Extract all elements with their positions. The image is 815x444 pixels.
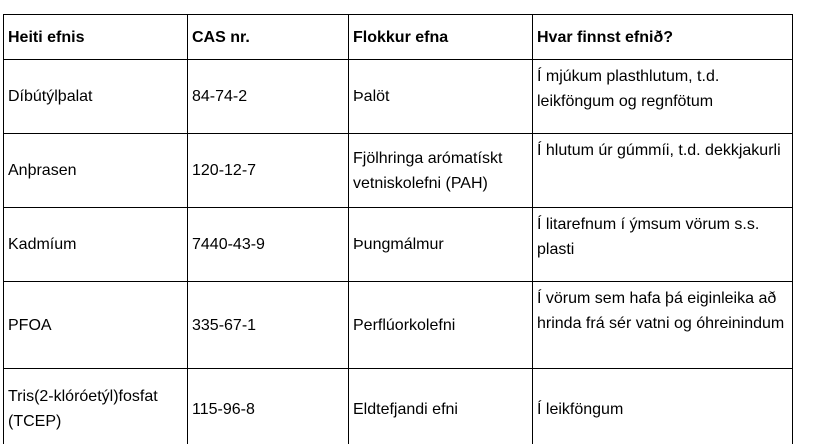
cell-name: Kadmíum xyxy=(4,208,188,282)
header-location: Hvar finnst efnið? xyxy=(533,15,793,60)
chemicals-table xyxy=(3,14,793,444)
cell-cas: 335-67-1 xyxy=(188,282,349,369)
cell-location: Í mjúkum plasthlutum, t.d. leikföngum og regnfötum xyxy=(533,60,793,134)
cell-location: Í litarefnum í ýmsum vörum s.s. plasti xyxy=(533,208,793,282)
cell-category: Þungmálmur xyxy=(349,208,533,282)
table-row xyxy=(4,134,793,208)
header-cas: CAS nr. xyxy=(188,15,349,60)
cell-name: Díbútýlþalat xyxy=(4,60,188,134)
table-row xyxy=(4,208,793,282)
cell-cas: 115-96-8 xyxy=(188,369,349,444)
cell-location: Í leikföngum xyxy=(533,369,793,444)
table-row xyxy=(4,282,793,369)
cell-name: Anþrasen xyxy=(4,134,188,208)
table-header-row xyxy=(4,15,793,60)
cell-name: PFOA xyxy=(4,282,188,369)
cell-category: Perflúorkolefni xyxy=(349,282,533,369)
cell-category: Eldtefjandi efni xyxy=(349,369,533,444)
table-row xyxy=(4,60,793,134)
cell-category: Fjölhringa arómatískt vetniskolefni (PAH) xyxy=(349,134,533,208)
cell-location: Í vörum sem hafa þá eiginleika að hrinda frá sér vatni og óhreinindum xyxy=(533,282,793,369)
cell-cas: 84-74-2 xyxy=(188,60,349,134)
cell-category: Þalöt xyxy=(349,60,533,134)
header-category: Flokkur efna xyxy=(349,15,533,60)
cell-name: Tris(2-klóróetýl)fosfat (TCEP) xyxy=(4,369,188,444)
cell-cas: 120-12-7 xyxy=(188,134,349,208)
cell-cas: 7440-43-9 xyxy=(188,208,349,282)
table-row xyxy=(4,369,793,444)
header-name: Heiti efnis xyxy=(4,15,188,60)
cell-location: Í hlutum úr gúmmíi, t.d. dekkjakurli xyxy=(533,134,793,208)
